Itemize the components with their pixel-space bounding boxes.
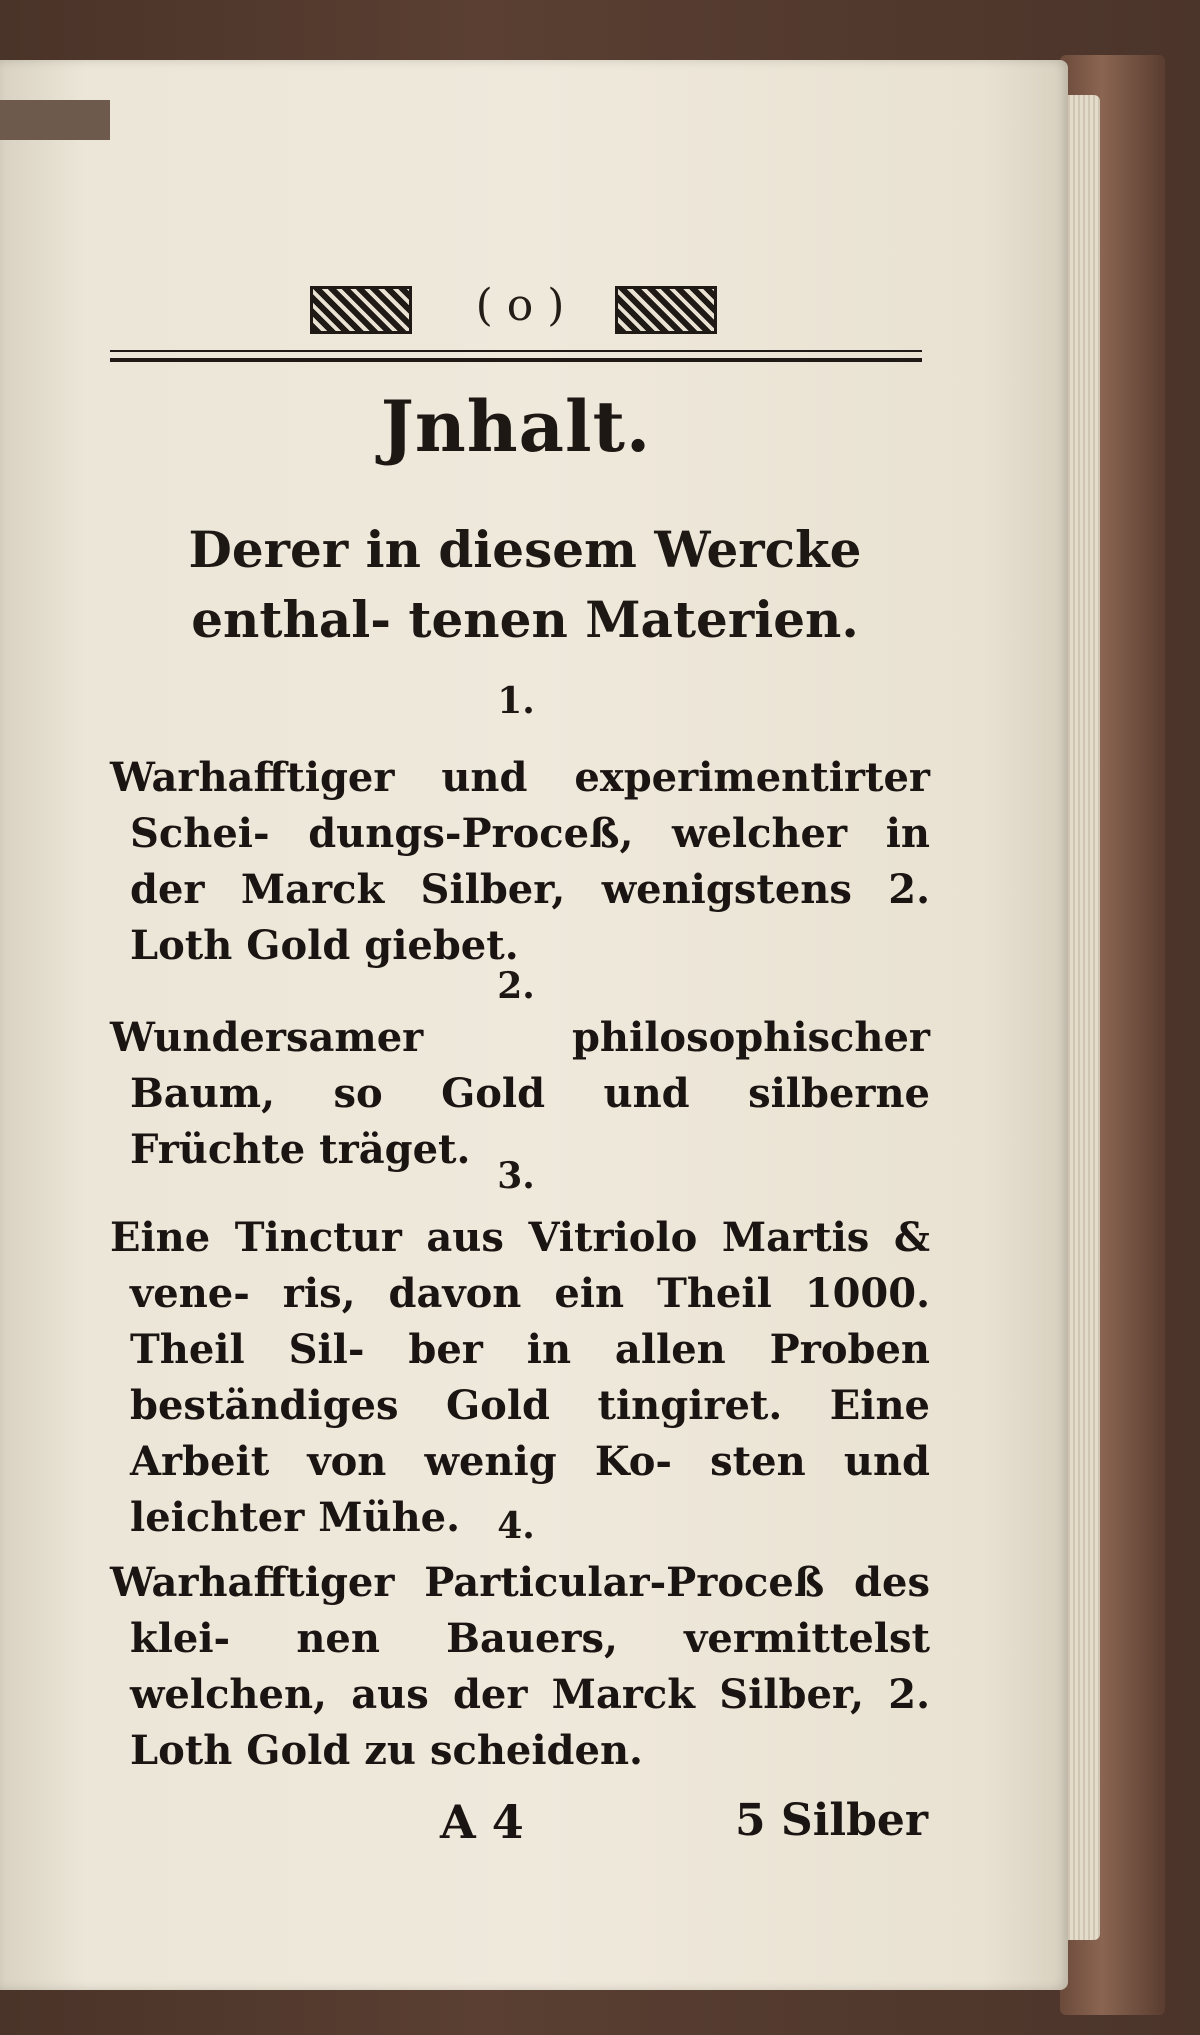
- entry-text: Warhafftiger Particular-Proceß des klei- nen Bauers, vermittelst welchen, aus der Marck Silber, 2. Loth Gold zu scheiden.: [110, 1559, 930, 1774]
- header-rule: [110, 358, 922, 362]
- page-number: ( o ): [475, 280, 565, 331]
- entry-text: Eine Tinctur aus Vitriolo Martis & vene- ris, davon ein Theil 1000. Theil Sil- ber in allen Proben beständiges Gold tingiret. Eine Arbeit von wenig Ko- sten und leichter Mühe.: [110, 1214, 930, 1541]
- page-subtitle: Derer in diesem Wercke enthal- tenen Materien.: [188, 520, 862, 649]
- entry-number: 2.: [497, 965, 535, 1007]
- page-header: [110, 280, 922, 350]
- header-rule-thin: [110, 350, 922, 352]
- entry-number: 3.: [497, 1155, 535, 1197]
- book-page: [0, 60, 1068, 1990]
- page-title: Jnhalt.: [380, 385, 652, 468]
- ornament-right-icon: [615, 286, 717, 334]
- signature-mark: A 4: [440, 1795, 524, 1849]
- ornament-left-icon: [310, 286, 412, 334]
- binding-strip: [0, 100, 110, 140]
- entry-number: 1.: [497, 680, 535, 722]
- entry-number: 4.: [497, 1505, 535, 1547]
- entry-text: Warhafftiger und experimentirter Schei- dungs-Proceß, welcher in der Marck Silber, wenigstens 2. Loth Gold giebet.: [110, 754, 930, 969]
- entry-text: Wundersamer philosophischer Baum, so Gold und silberne Früchte träget.: [110, 1014, 930, 1173]
- catchword: 5 Silber: [735, 1795, 929, 1846]
